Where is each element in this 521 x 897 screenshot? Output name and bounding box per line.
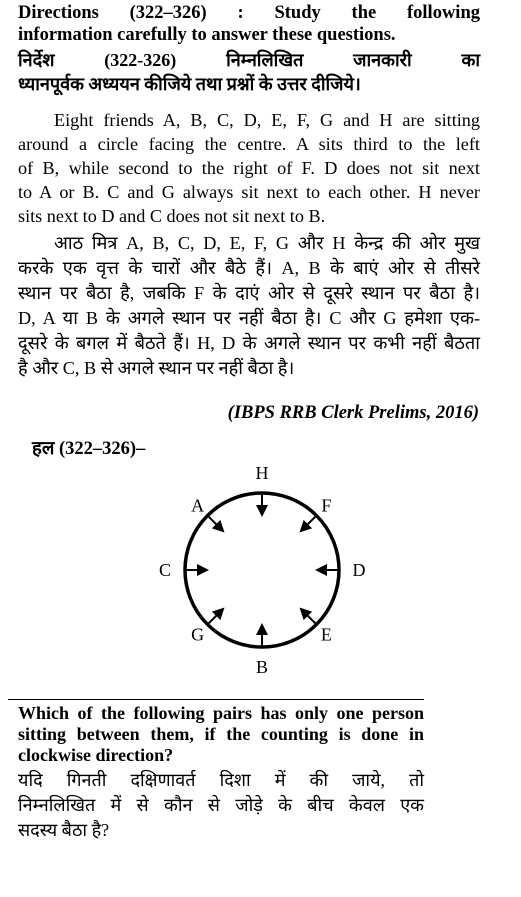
seat-arrow-f [301, 516, 317, 532]
directions-heading-line: information carefully to answer these questions. [18, 25, 396, 45]
source-citation: (IBPS RRB Clerk Prelims, 2016) [227, 403, 479, 423]
passage-hindi-line: आठ मित्र A, B, C, D, E, F, G और H केन्द्र की ओर मुख [54, 233, 480, 253]
passage-line: to A or B. C and G always sit next to each other. H never [18, 182, 480, 202]
solution-label: हल (322–326)– [32, 439, 146, 459]
question-hindi-line: सदस्य बैठा है? [18, 820, 110, 840]
directions-heading-line: Directions (322–326) : Study the following [18, 3, 480, 23]
seat-arrow-e [301, 609, 317, 625]
passage-hindi-line: स्थान पर बैठा है, जबकि F के दाएं ओर से दूसरे स्थान पर बैठा है। [18, 283, 480, 303]
passage-line: of B, while second to the right of F. D does not sit next [18, 158, 480, 178]
question-line: Which of the following pairs has only one person [18, 703, 424, 723]
passage-hindi [18, 231, 480, 381]
divider-line [8, 699, 424, 700]
passage-line: Eight friends A, B, C, D, E, F, G and H are sitting [54, 110, 480, 130]
seat-arrow-a [208, 516, 224, 532]
passage-line: around a circle facing the centre. A sits third to the left [18, 134, 480, 154]
seat-label-e: E [320, 624, 332, 645]
question-hindi [18, 768, 424, 843]
directions-heading-hindi-line: निर्देश (322-326) निम्नलिखित जानकारी का [18, 50, 480, 70]
question-line: clockwise direction? [18, 745, 174, 765]
question-line: sitting between them, if the counting is done in [18, 724, 424, 744]
question-hindi-line: निम्नलिखित में से कौन से जोड़े के बीच केवल एक [18, 795, 424, 815]
question-hindi-line: यदि गिनती दक्षिणावर्त दिशा में की जाये, तो [18, 770, 424, 790]
seat-label-a: A [191, 495, 205, 516]
seat-label-g: G [191, 624, 205, 645]
seat-label-d: D [352, 560, 366, 580]
passage-hindi-line: करके एक वृत्त के चारों और बैठे हैं। A, B के बाएं ओर से तीसरे [18, 258, 480, 278]
seat-label-b: B [255, 657, 269, 677]
passage-hindi-line: D, A या B के अगले स्थान पर नहीं बैठा है। C और G हमेशा एक- [18, 308, 480, 328]
seat-label-h: H [255, 463, 269, 483]
seat-label-f: F [321, 495, 332, 516]
directions-heading [18, 2, 480, 46]
question-english [18, 703, 424, 766]
directions-heading-hindi [18, 48, 480, 96]
passage-english [18, 108, 480, 228]
directions-heading-hindi-line: ध्यानपूर्वक अध्ययन कीजिये तथा प्रश्नों के उत्तर दीजिये। [18, 74, 361, 94]
passage-hindi-line: है और C, B से अगले स्थान पर नहीं बैठा है। [18, 358, 295, 378]
passage-line: sits next to D and C does not sit next to B. [18, 206, 326, 226]
seat-label-c: C [158, 560, 172, 580]
seating-diagram [0, 455, 521, 685]
seat-arrow-g [208, 609, 224, 625]
passage-hindi-line: दूसरे के बगल में बैठते हैं। H, D के अगले स्थान पर कभी नहीं बैठता [18, 333, 480, 353]
